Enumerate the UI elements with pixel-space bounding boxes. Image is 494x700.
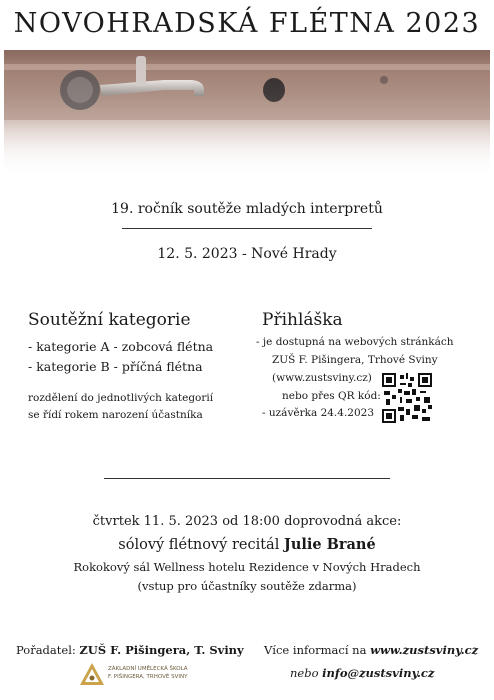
- event-line-2: [0, 536, 494, 553]
- organizer-label: Pořadatel:: [16, 643, 80, 657]
- registration-heading: Přihláška: [262, 310, 343, 330]
- divider-middle: [104, 478, 390, 479]
- school-logo-emblem-icon: [78, 661, 106, 689]
- registration-line-2: ZUŠ F. Pišingera, Trhové Sviny: [272, 354, 438, 366]
- registration-deadline: - uzávěrka 24.4.2023: [262, 407, 375, 419]
- category-a: - kategorie A - zobcová flétna: [28, 339, 214, 354]
- email-link[interactable]: info@zustsviny.cz: [322, 666, 435, 680]
- category-b: - kategorie B - příčná flétna: [28, 359, 203, 374]
- event-free-entry: (vstup pro účastníky soutěže zdarma): [137, 579, 357, 593]
- more-info: [264, 643, 478, 657]
- organizer: [16, 643, 244, 657]
- event-recital-prefix: sólový flétnový recitál: [118, 537, 284, 553]
- competition-subtitle: 19. ročník soutěže mladých interpretů: [111, 201, 383, 217]
- registration-line-4: nebo přes QR kód:: [282, 390, 381, 402]
- flute-banner-image: [4, 50, 490, 180]
- email-label: nebo: [290, 666, 323, 680]
- event-venue: Rokokový sál Wellness hotelu Rezidence v Nových Hradech: [73, 560, 421, 574]
- organizer-name: ZUŠ F. Pišingera, T. Sviny: [79, 643, 244, 657]
- website-link[interactable]: www.zustsviny.cz: [370, 643, 479, 657]
- categories-note-line-1: rozdělení do jednotlivých kategorií: [28, 392, 214, 404]
- poster-title: NOVOHRADSKÁ FLÉTNA 2023: [13, 8, 481, 39]
- school-logo: [78, 661, 190, 689]
- more-info-label: Více informací na: [264, 643, 371, 657]
- event-line-1: čtvrtek 11. 5. 2023 od 18:00 doprovodná akce:: [92, 514, 402, 529]
- registration-website[interactable]: (www.zustsviny.cz): [272, 372, 372, 384]
- divider-top: [122, 228, 372, 229]
- performer-name: Julie Brané: [283, 536, 376, 553]
- email-line: [290, 666, 434, 680]
- school-logo-line-2: F. PIŠINGERA, TRHOVÉ SVINY: [108, 674, 188, 680]
- registration-line-1: - je dostupná na webových stránkách: [256, 336, 454, 348]
- date-place: 12. 5. 2023 - Nové Hrady: [157, 246, 337, 262]
- categories-heading: Soutěžní kategorie: [28, 310, 191, 330]
- categories-note-line-2: se řídí rokem narození účastníka: [28, 409, 203, 421]
- school-logo-line-1: ZÁKLADNÍ UMĚLECKÁ ŠKOLA: [108, 666, 188, 672]
- qr-code-icon[interactable]: [382, 373, 432, 423]
